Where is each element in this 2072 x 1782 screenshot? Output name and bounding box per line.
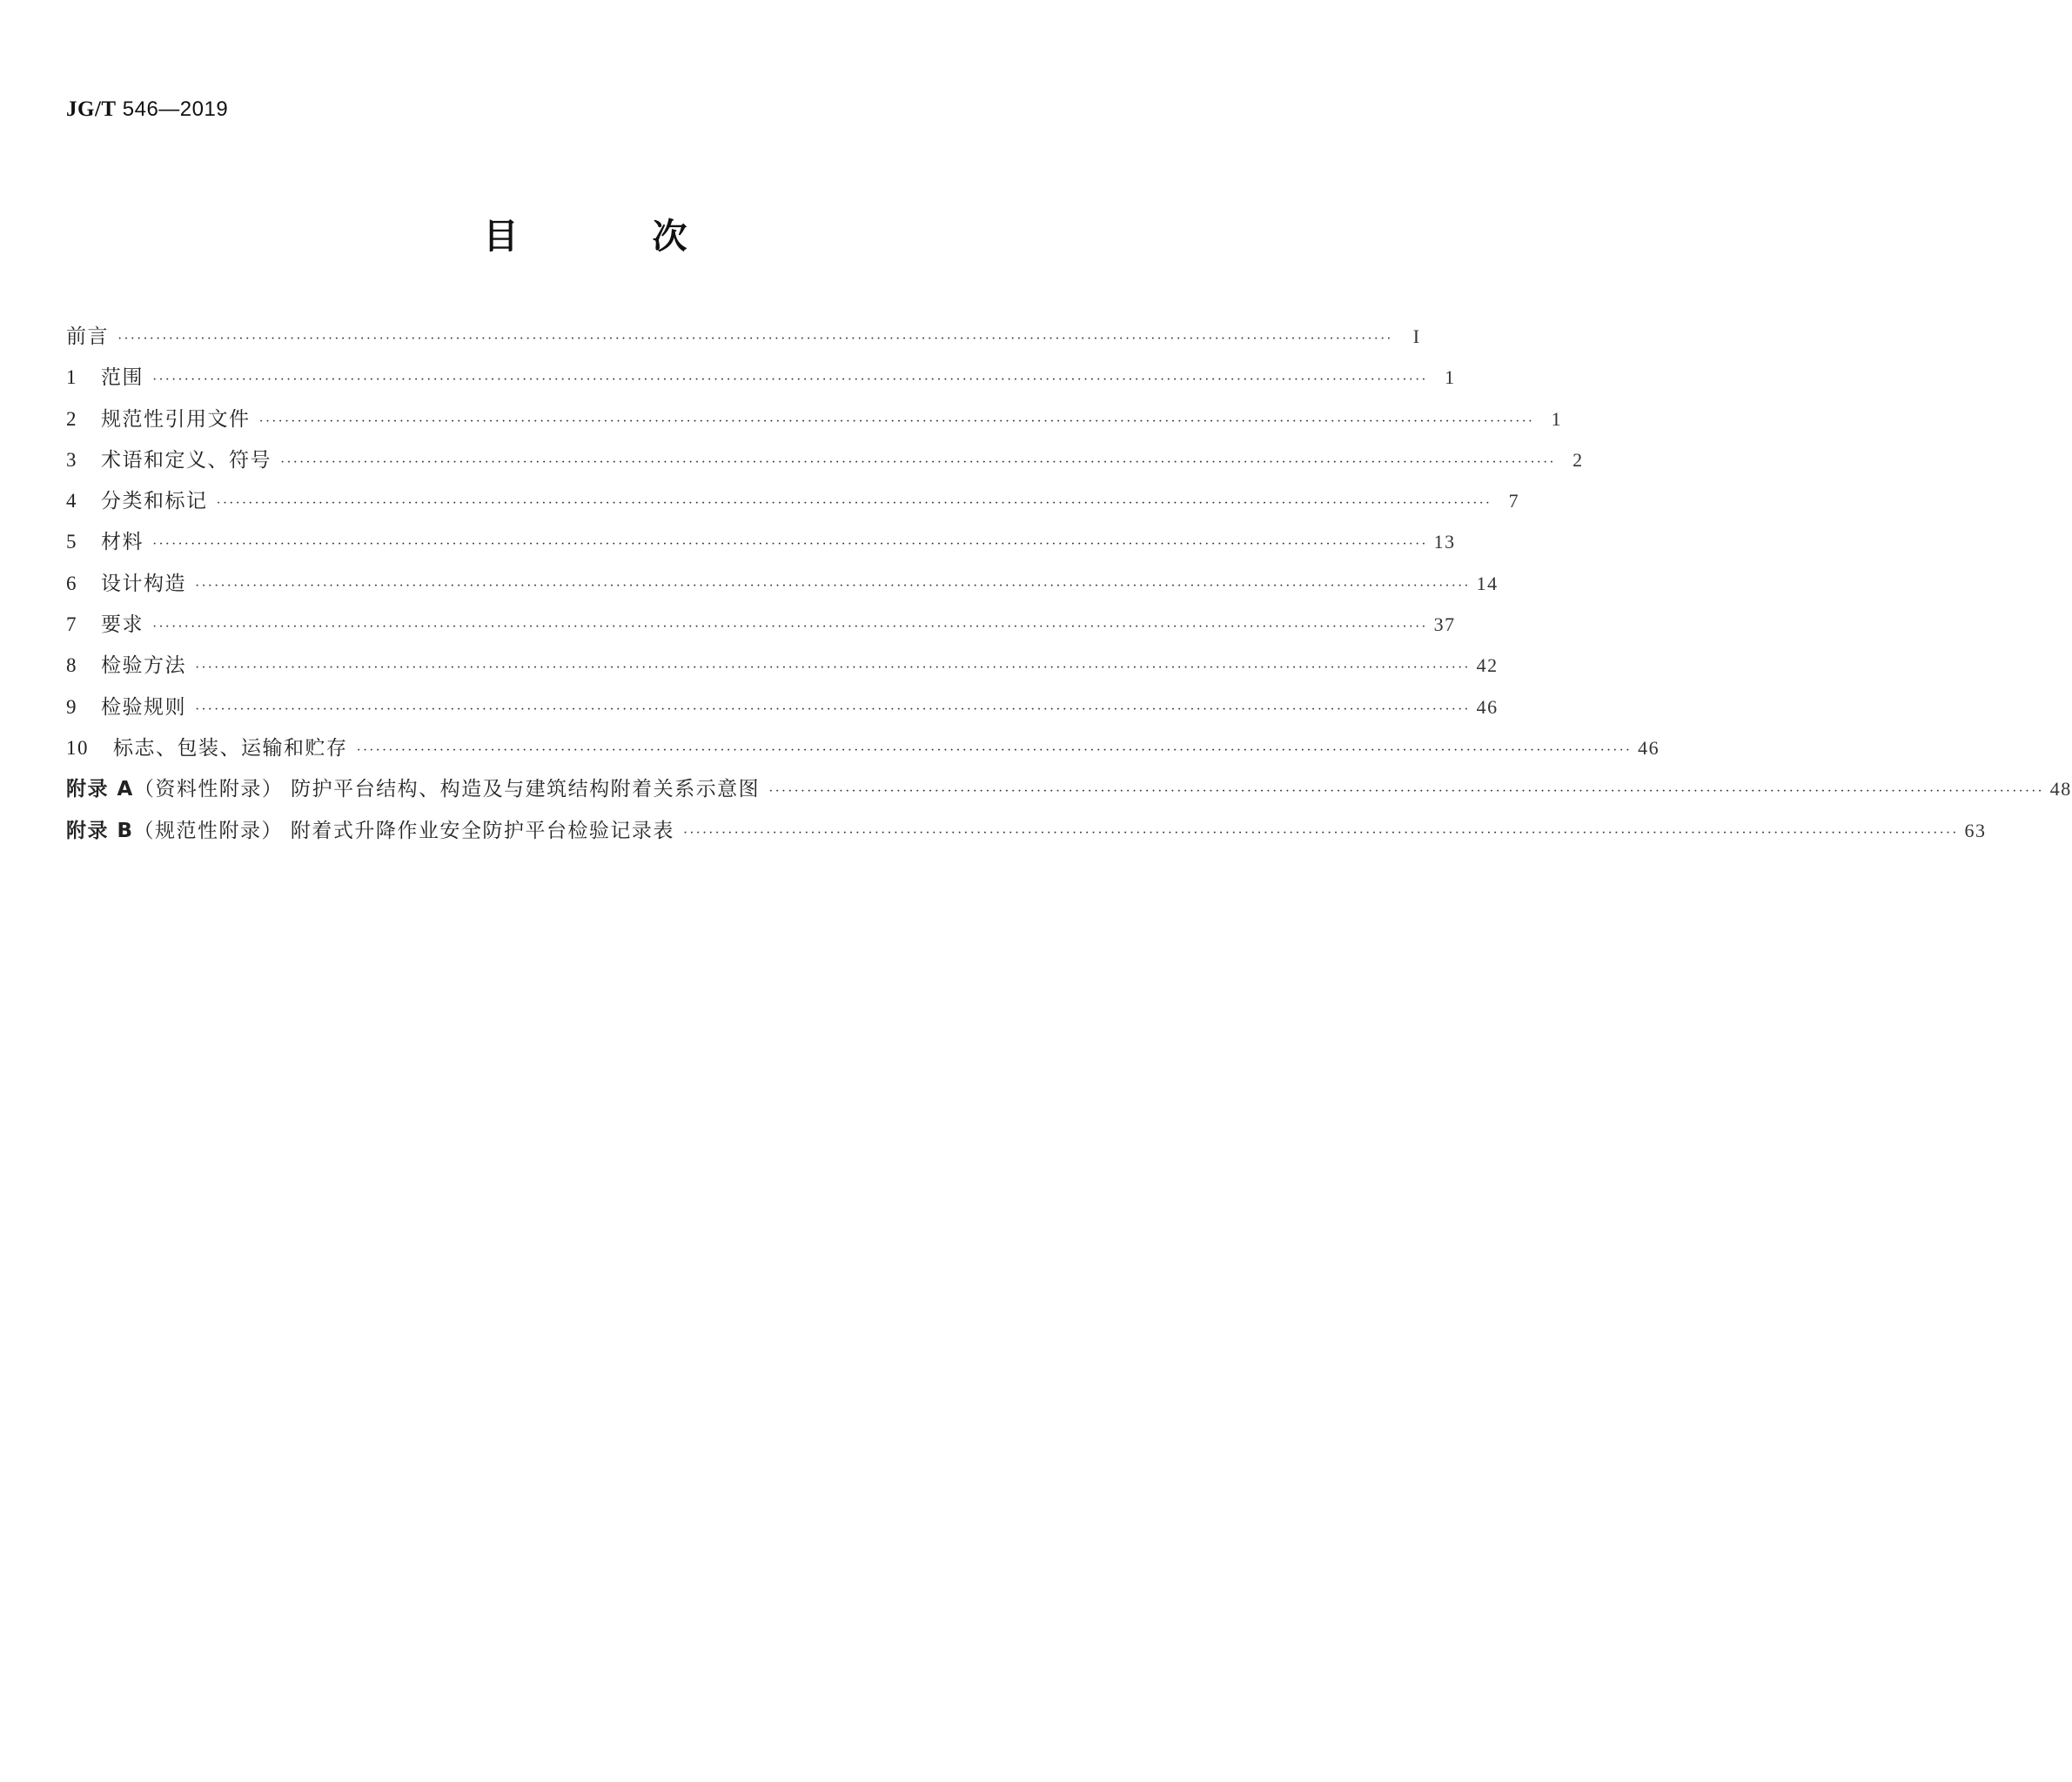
toc-page-number: 46 — [1476, 695, 1499, 718]
page-title: 目 次 — [483, 217, 748, 257]
toc-entry-appendix-b[interactable] — [66, 814, 1987, 855]
toc-entry-marking-packaging[interactable] — [66, 732, 1660, 773]
standard-prefix: JG/T — [66, 97, 117, 121]
toc-entry-label: 7 要求 — [66, 613, 144, 637]
toc-entry-label: 8 检验方法 — [66, 654, 186, 678]
toc-entry-appendix-a[interactable] — [66, 773, 2072, 814]
dot-leader: ········································································································································································································ — [768, 784, 2044, 800]
toc-page-number: I — [1412, 325, 1421, 347]
appendix-note: （规范性附录） — [133, 819, 284, 842]
dot-leader: ········································································································································································································ — [195, 701, 1471, 717]
toc-page-number: 1 — [1551, 407, 1563, 430]
dot-leader: ········································································································································································································ — [356, 742, 1633, 758]
toc-entry-materials[interactable] — [66, 526, 1456, 566]
toc-page-number: 46 — [1638, 736, 1660, 759]
toc-entry-number: 9 — [66, 695, 77, 718]
toc-entry-foreword[interactable] — [66, 320, 1421, 361]
toc-entry-number: 7 — [66, 613, 77, 636]
dot-leader: ········································································································································································································ — [152, 620, 1428, 635]
toc-entry-number: 3 — [66, 448, 77, 471]
toc-entry-number: 1 — [66, 366, 77, 389]
toc-entry-label: 3 术语和定义、符号 — [66, 448, 272, 472]
dot-leader: ········································································································································································································ — [152, 372, 1428, 388]
toc-entry-number: 10 — [66, 736, 89, 759]
toc-page-number: 13 — [1433, 531, 1456, 553]
toc-entry-terms-definitions[interactable] — [66, 444, 1584, 485]
toc-entry-requirements[interactable] — [66, 608, 1456, 649]
dot-leader: ········································································································································································································ — [682, 825, 1959, 841]
toc-page-number: 37 — [1433, 613, 1456, 636]
toc-page-number: 63 — [1964, 819, 1987, 841]
toc-page-number: 2 — [1572, 448, 1584, 471]
toc-entry-label: 5 材料 — [66, 531, 144, 554]
toc-entry-label: 附录 B（规范性附录） 附着式升降作业安全防护平台检验记录表 — [66, 819, 674, 842]
toc-page-number: 14 — [1476, 572, 1499, 594]
appendix-label: 附录 A — [66, 778, 134, 801]
toc-entry-number: 8 — [66, 654, 77, 677]
toc-entry-label: 1 范围 — [66, 366, 144, 390]
dot-leader: ········································································································································································································ — [195, 660, 1471, 676]
standard-code — [66, 97, 228, 122]
dot-leader: ········································································································································································································ — [280, 454, 1556, 470]
dot-leader: ········································································································································································································ — [258, 413, 1535, 429]
toc-entry-normative-references[interactable] — [66, 403, 1563, 444]
toc-entry-test-methods[interactable] — [66, 649, 1499, 690]
appendix-note: （资料性附录） — [133, 778, 284, 801]
dot-leader: ········································································································································································································ — [216, 496, 1492, 512]
dot-leader: ········································································································································································································ — [117, 332, 1393, 346]
toc-entry-label: 9 检验规则 — [66, 695, 186, 719]
toc-entry-inspection-rules[interactable] — [66, 691, 1499, 732]
toc-entry-number: 4 — [66, 490, 77, 512]
toc-entry-label: 前言 — [66, 325, 109, 348]
toc-entry-label: 6 设计构造 — [66, 572, 186, 595]
toc-entry-number: 6 — [66, 572, 77, 594]
toc-page-number: 1 — [1445, 366, 1456, 389]
toc-entry-classification[interactable] — [66, 485, 1520, 526]
toc-page-number: 7 — [1508, 490, 1520, 512]
appendix-label: 附录 B — [66, 819, 134, 842]
dot-leader: ········································································································································································································ — [195, 578, 1471, 593]
toc-entry-label: 4 分类和标记 — [66, 490, 208, 513]
toc-page-number: 42 — [1476, 654, 1499, 677]
toc-entry-scope[interactable] — [66, 361, 1456, 402]
standard-number: 546—2019 — [122, 97, 229, 121]
toc-entry-label: 附录 A（资料性附录） 防护平台结构、构造及与建筑结构附着关系示意图 — [66, 778, 761, 801]
toc-entry-label: 10 标志、包装、运输和贮存 — [66, 736, 348, 760]
toc-entry-number: 2 — [66, 407, 77, 430]
toc-page-number: 48 — [2049, 778, 2072, 801]
toc-entry-design[interactable] — [66, 567, 1499, 608]
table-of-contents — [66, 320, 2072, 855]
dot-leader: ········································································································································································································ — [152, 537, 1428, 553]
toc-entry-label: 2 规范性引用文件 — [66, 407, 251, 431]
toc-entry-number: 5 — [66, 531, 77, 553]
